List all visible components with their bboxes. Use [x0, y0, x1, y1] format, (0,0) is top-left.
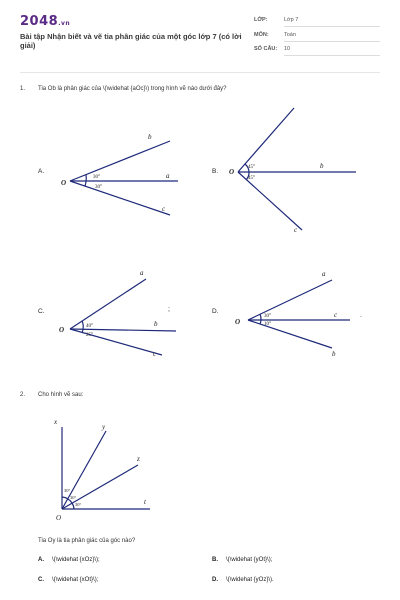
ray-y: [62, 431, 106, 509]
ray-b: [70, 141, 170, 181]
figure-d: [232, 262, 372, 362]
origin-label: O: [59, 326, 65, 334]
angle-arc: [82, 321, 83, 329]
ray-label: x: [54, 418, 58, 426]
angle-label: 30°: [93, 175, 100, 180]
answer-text: \(\widehat {yOt}\);: [226, 557, 273, 563]
option-label-b[interactable]: B.: [212, 168, 219, 175]
ray-label: b: [332, 350, 336, 358]
origin-label: O: [56, 514, 62, 522]
angle-label: 30°: [70, 495, 77, 500]
logo-text: 2048: [20, 14, 59, 29]
answer-text: \(\widehat {xOz}\);: [52, 557, 100, 563]
ray-label: c: [334, 311, 338, 319]
page-title: Bài tập Nhận biết và vẽ tia phân giác của một góc lớp 7 (có lời giải): [20, 32, 242, 50]
angle-arc: [62, 497, 68, 499]
question-number: 1.: [20, 86, 26, 92]
question-2-prompt: [38, 538, 338, 548]
option-label-d[interactable]: D.: [212, 308, 219, 315]
question-1: [20, 86, 380, 96]
origin-label: O: [229, 168, 235, 176]
meta-value: 10: [284, 46, 291, 52]
angle-label: 40°: [86, 324, 93, 329]
angle-label: 10°: [264, 322, 271, 327]
figure-q2: [50, 415, 160, 525]
site-logo[interactable]: [20, 14, 70, 29]
meta-key: MÔN:: [254, 32, 269, 38]
angle-label: 30°: [264, 314, 271, 319]
answer-c[interactable]: [38, 577, 98, 583]
answer-text: \(\widehat {xOt}\);: [52, 577, 99, 583]
angle-label: 30°: [75, 502, 82, 507]
answer-letter: C.: [38, 577, 44, 583]
figure-c: [56, 265, 186, 370]
angle-label: 30°: [95, 185, 102, 190]
origin-label: O: [61, 179, 67, 187]
figure-a: [58, 125, 188, 220]
question-text: Cho hình vẽ sau:: [38, 392, 84, 398]
angle-arc: [72, 503, 74, 509]
meta-underline: [284, 55, 380, 56]
answer-text: \(\widehat {yOz}\).: [226, 577, 274, 583]
header-divider: [20, 72, 380, 73]
answer-d[interactable]: [212, 577, 274, 583]
angle-arc: [85, 181, 86, 186]
ray-c: [70, 181, 170, 215]
meta-value: Toán: [284, 32, 296, 38]
angle-arc: [260, 320, 261, 324]
angle-label: 45°: [248, 165, 255, 170]
ray-label: a: [166, 172, 170, 180]
ray-label: z: [137, 455, 140, 463]
ray-label: c: [162, 205, 166, 213]
ray-b: [248, 320, 332, 348]
separator-mark: ;: [168, 306, 170, 313]
meta-key: SỐ CÂU:: [254, 46, 278, 52]
ray-label: b: [154, 320, 158, 328]
ray-label: a: [322, 270, 326, 278]
question-number: 2.: [20, 392, 26, 398]
ray-a: [70, 279, 146, 329]
prompt-text: Tia Oy là tia phân giác của góc nào?: [38, 538, 136, 544]
angle-label: 45°: [248, 176, 255, 181]
ray-b: [70, 329, 176, 331]
angle-label: 30°: [64, 488, 71, 493]
ray-label: b: [320, 162, 324, 170]
meta-value: Lớp 7: [284, 17, 299, 23]
meta-key: LỚP:: [254, 17, 268, 23]
answer-b[interactable]: [212, 557, 272, 563]
ray-z: [62, 465, 138, 509]
ray-unlabeled: [238, 108, 294, 172]
answer-letter: A.: [38, 557, 44, 563]
figure-b: [226, 100, 366, 240]
ray-label: y: [102, 423, 106, 431]
answer-letter: B.: [212, 557, 218, 563]
meta-underline: [284, 26, 380, 27]
meta-underline: [284, 41, 380, 42]
ray-label: c: [294, 226, 298, 234]
angle-label: 25°: [86, 333, 93, 338]
angle-arc: [260, 314, 261, 320]
origin-label: O: [235, 318, 241, 326]
option-label-c[interactable]: C.: [38, 308, 45, 315]
logo-suffix: .vn: [58, 20, 71, 27]
answer-letter: D.: [212, 577, 218, 583]
ray-label: t: [144, 498, 146, 506]
question-text: Tia Ob là phân giác của \(\widehat {aOc}\) trong hình vẽ nào dưới đây?: [38, 86, 227, 92]
separator-mark: .: [360, 312, 362, 319]
ray-c: [70, 329, 162, 355]
answer-a[interactable]: [38, 557, 100, 563]
ray-label: a: [140, 269, 144, 277]
option-label-a[interactable]: A.: [38, 168, 45, 175]
question-2: [20, 392, 380, 402]
ray-label: c: [153, 350, 157, 358]
ray-label: b: [148, 133, 152, 141]
